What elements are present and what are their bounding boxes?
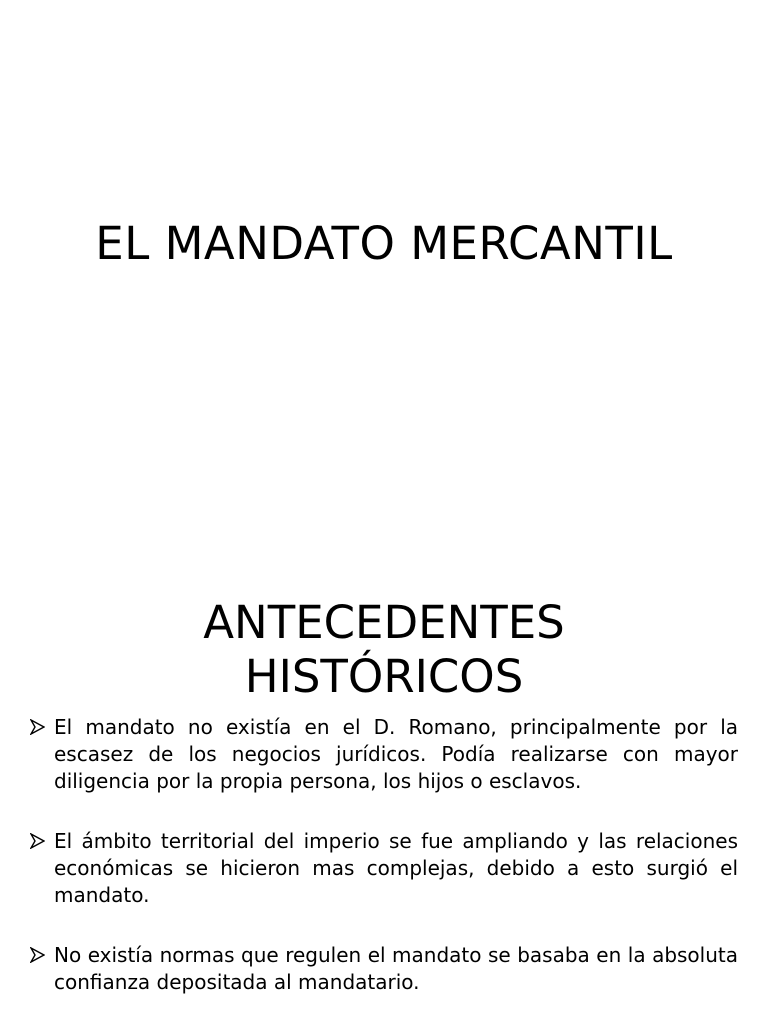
arrowhead-bullet-icon bbox=[30, 833, 45, 849]
main-title: EL MANDATO MERCANTIL bbox=[95, 217, 673, 270]
bullet-text: El ámbito territorial del imperio se fue ampliando y las relaciones económicas se hicieron mas complejas, debido a esto surgió el mandato. bbox=[54, 829, 738, 907]
list-item bbox=[30, 714, 738, 795]
section-title-line-1: ANTECEDENTES bbox=[203, 596, 565, 649]
list-item bbox=[30, 942, 738, 996]
arrowhead-bullet-icon bbox=[30, 947, 45, 963]
list-item bbox=[30, 828, 738, 909]
slide-title bbox=[0, 0, 768, 512]
bullet-text: El mandato no existía en el D. Romano, principalmente por la escasez de los negocios jurídicos. Podía realizarse con mayor diligencia por la propia persona, los hijos o esclavos. bbox=[54, 715, 738, 793]
slide-antecedentes bbox=[0, 512, 768, 1024]
bullet-text: No existía normas que regulen el mandato se basaba en la absoluta confianza depositada al mandatario. bbox=[54, 943, 738, 994]
section-title bbox=[0, 596, 768, 704]
arrowhead-bullet-icon bbox=[30, 719, 45, 735]
bullet-list bbox=[30, 714, 738, 1029]
section-title-line-2: HISTÓRICOS bbox=[244, 650, 524, 703]
